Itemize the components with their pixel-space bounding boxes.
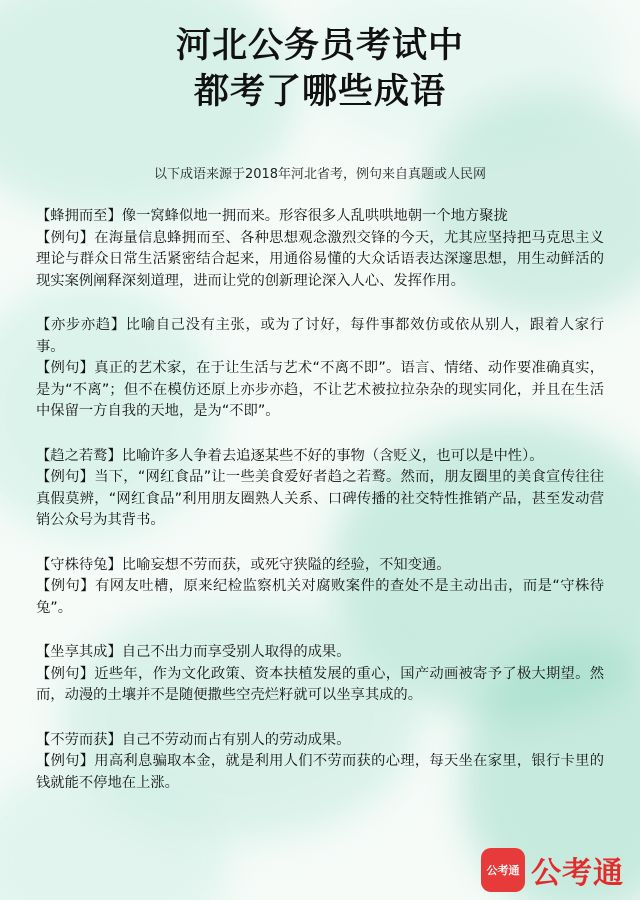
source-note: 以下成语来源于2018年河北省考，例句来自真题或人民网 <box>153 167 487 182</box>
idiom-entry <box>36 206 604 292</box>
brand-logo <box>481 848 624 892</box>
idiom-definition: 【守株待兔】比喻妄想不劳而获，或死守狭隘的经验，不知变通。 <box>36 556 451 573</box>
brand-name: 公考通 <box>531 856 624 891</box>
page-title <box>36 0 604 115</box>
idiom-entry <box>36 730 604 795</box>
idiom-entry <box>36 555 604 620</box>
idiom-example: 【例句】用高利息骗取本金，就是利用人们不劳而获的心理，每天坐在家里，银行卡里的钱就能不停地在上涨。 <box>36 753 604 791</box>
idiom-example: 【例句】有网友吐槽，原来纪检监察机关对腐败案件的查处不是主动出击，而是“守株待兔”。 <box>36 578 604 616</box>
idiom-example: 【例句】在海量信息蜂拥而至、各种思想观念激烈交锋的今天，尤其应坚持把马克思主义理论与群众日常生活紧密结合起来，用通俗易懂的大众话语表达深邃思想，用生动鲜活的现实案例阐释深刻道理，进而让党的创新理论深入人心、发挥作用。 <box>36 229 604 289</box>
idiom-entry <box>36 446 604 532</box>
idiom-entry <box>36 315 604 423</box>
idiom-example: 【例句】当下，“网红食品”让一些美食爱好者趋之若鹜。然而，朋友圈里的美食宣传往往真假莫辨，“网红食品”利用朋友圈熟人关系、口碑传播的社交特性推销产品，甚至发动营销公众号为其背书。 <box>36 469 604 528</box>
title-line-2: 都考了哪些成语 <box>193 72 446 112</box>
idiom-example: 【例句】真正的艺术家，在于让生活与艺术“不离不即”。语言、情绪、动作要准确真实，是为“不离”；但不在模仿还原上亦步亦趋，不让艺术被拉拉杂杂的现实同化，并且在生活中保留一方自我的天地，是为“不即”。 <box>36 360 604 419</box>
idiom-definition: 【蜂拥而至】像一窝蜂似地一拥而来。形容很多人乱哄哄地朝一个地方聚拢 <box>36 208 508 224</box>
idiom-entry <box>36 642 604 707</box>
title-line-1: 河北公务员考试中 <box>175 26 464 66</box>
idiom-definition: 【亦步亦趋】比喻自己没有主张，或为了讨好，每件事都效仿或依从别人，跟着人家行事。 <box>36 317 604 355</box>
idiom-list <box>36 206 604 794</box>
idiom-definition: 【趋之若鹜】比喻许多人争着去追逐某些不好的事物（含贬义，也可以是中性）。 <box>36 447 544 464</box>
idiom-example: 【例句】近些年，作为文化政策、资本扶植发展的重心，国产动画被寄予了极大期望。然而，动漫的土壤并不是随便撒些空壳烂籽就可以坐享其成的。 <box>36 665 604 703</box>
idiom-definition: 【坐享其成】自己不出力而享受别人取得的成果。 <box>36 644 351 660</box>
idiom-definition: 【不劳而获】自己不劳动而占有别人的劳动成果。 <box>36 731 351 748</box>
brand-badge-icon: 公考通 <box>481 848 525 892</box>
